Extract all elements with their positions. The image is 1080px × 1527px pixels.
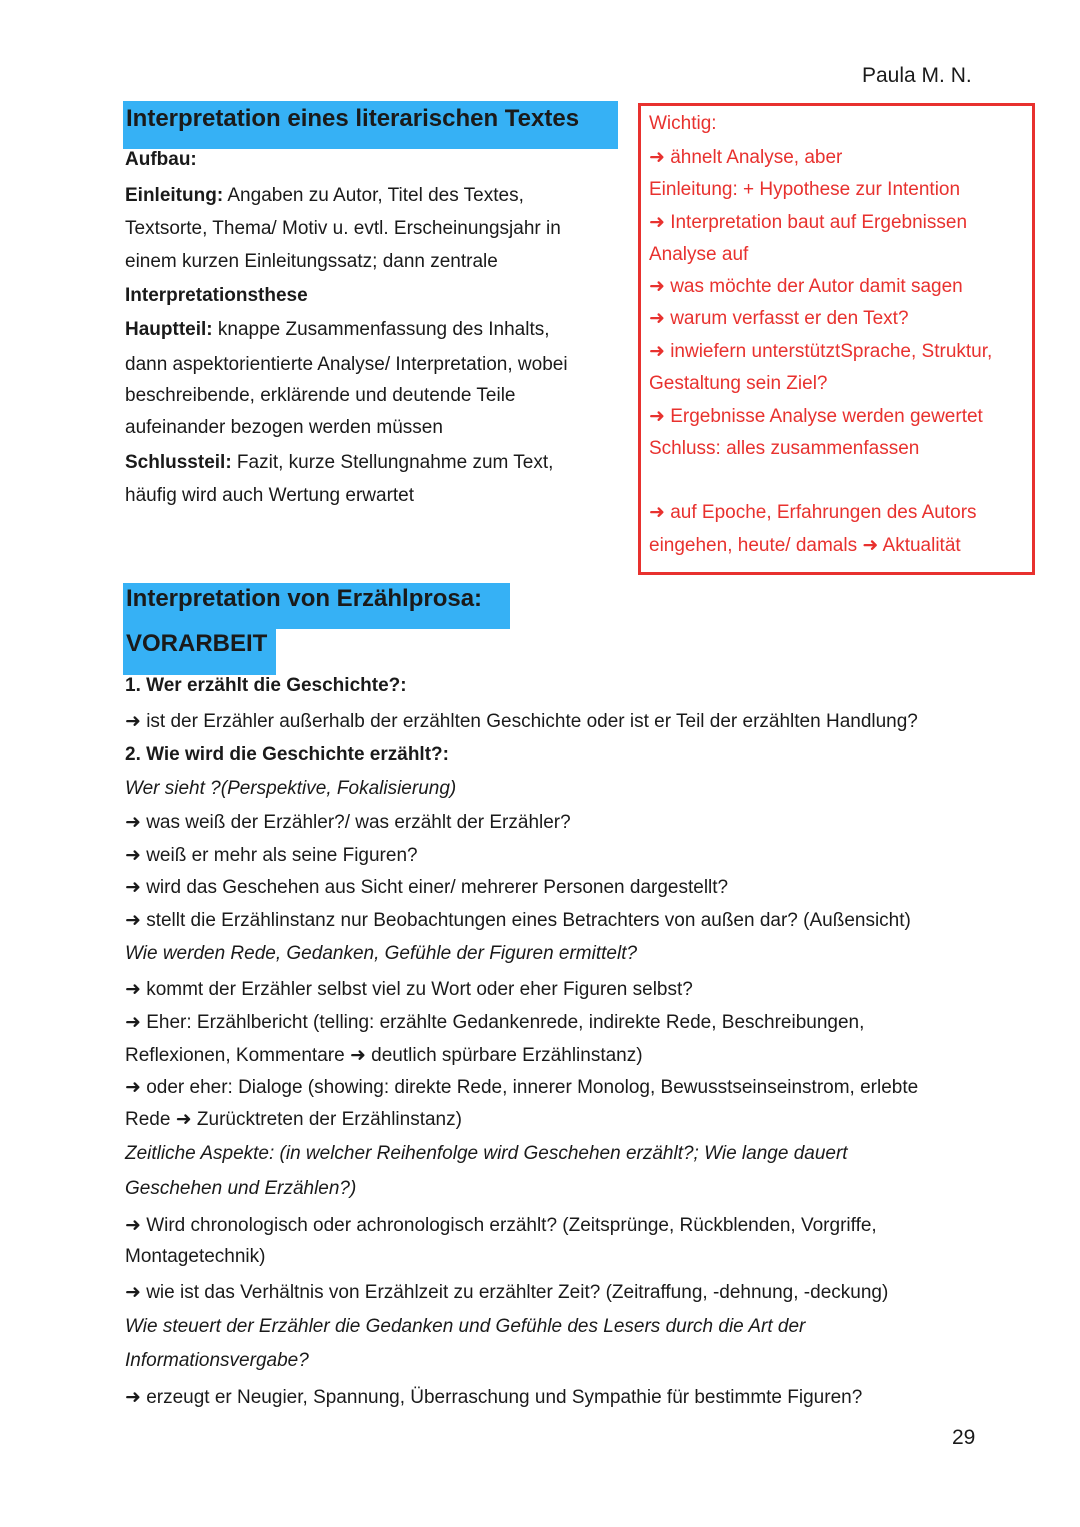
section1-title: Interpretation eines literarischen Textes bbox=[126, 105, 580, 132]
body-line: ➜ ist der Erzähler außerhalb der erzählten Geschichte oder ist er Teil der erzählten Handlung? bbox=[125, 711, 918, 732]
note-line: ➜ Interpretation baut auf Ergebnissen bbox=[649, 212, 968, 233]
body-line: ➜ wird das Geschehen aus Sicht einer/ mehrerer Personen dargestellt? bbox=[125, 877, 729, 898]
section1-heading bbox=[123, 101, 618, 149]
hauptteil-label: Hauptteil: bbox=[125, 319, 213, 340]
einleitung-text-1: Angaben zu Autor, Titel des Textes, bbox=[223, 185, 524, 206]
subheading-italic: Wer sieht ?(Perspektive, Fokalisierung) bbox=[125, 778, 457, 799]
body-line: Montagetechnik) bbox=[125, 1246, 266, 1267]
subheading-italic: Informationsvergabe? bbox=[125, 1350, 309, 1371]
question-1: 1. Wer erzählt die Geschichte?: bbox=[125, 675, 407, 696]
schluss-line-1 bbox=[125, 452, 553, 474]
body-line: ➜ erzeugt er Neugier, Spannung, Überraschung und Sympathie für bestimmte Figuren? bbox=[125, 1387, 863, 1408]
body-line: ➜ Eher: Erzählbericht (telling: erzählte Gedankenrede, indirekte Rede, Beschreibungen, bbox=[125, 1012, 865, 1033]
body-line: Reflexionen, Kommentare ➜ deutlich spürbare Erzählinstanz) bbox=[125, 1045, 643, 1066]
einleitung-line-2: Textsorte, Thema/ Motiv u. evtl. Erscheinungsjahr in bbox=[125, 218, 561, 239]
note-line: eingehen, heute/ damals ➜ Aktualität bbox=[649, 535, 961, 556]
page-number: 29 bbox=[952, 1426, 976, 1449]
hauptteil-line-3: beschreibende, erklärende und deutende Teile bbox=[125, 385, 516, 406]
note-line: Gestaltung sein Ziel? bbox=[649, 373, 828, 394]
subheading-italic: Geschehen und Erzählen?) bbox=[125, 1178, 357, 1199]
body-line: ➜ was weiß der Erzähler?/ was erzählt der Erzähler? bbox=[125, 812, 571, 833]
schluss-text-1: Fazit, kurze Stellungnahme zum Text, bbox=[231, 452, 554, 473]
section2-subtitle: VORARBEIT bbox=[126, 630, 268, 657]
subheading-italic: Wie werden Rede, Gedanken, Gefühle der Figuren ermittelt? bbox=[125, 943, 638, 964]
subheading-italic: Zeitliche Aspekte: (in welcher Reihenfolge wird Geschehen erzählt?; Wie lange dauert bbox=[125, 1143, 848, 1164]
note-line: ➜ Ergebnisse Analyse werden gewertet bbox=[649, 406, 983, 427]
section2-subheading bbox=[123, 629, 276, 675]
body-line: ➜ Wird chronologisch oder achronologisch erzählt? (Zeitsprünge, Rückblenden, Vorgriffe, bbox=[125, 1215, 877, 1236]
hauptteil-line-1 bbox=[125, 319, 550, 341]
note-line: Einleitung: + Hypothese zur Intention bbox=[649, 179, 961, 200]
body-line: Rede ➜ Zurücktreten der Erzählinstanz) bbox=[125, 1109, 462, 1130]
body-line: ➜ kommt der Erzähler selbst viel zu Wort oder eher Figuren selbst? bbox=[125, 979, 693, 1000]
section2-title: Interpretation von Erzählprosa: bbox=[126, 585, 483, 612]
subheading-italic: Wie steuert der Erzähler die Gedanken und Gefühle des Lesers durch die Art der bbox=[125, 1316, 806, 1337]
note-line: ➜ auf Epoche, Erfahrungen des Autors bbox=[649, 502, 977, 523]
schluss-label: Schlussteil: bbox=[125, 452, 232, 473]
aufbau-label: Aufbau: bbox=[125, 149, 197, 170]
hauptteil-line-4: aufeinander bezogen werden müssen bbox=[125, 417, 443, 438]
note-line: Wichtig: bbox=[649, 113, 717, 134]
author-name: Paula M. N. bbox=[862, 64, 972, 87]
schluss-line-2: häufig wird auch Wertung erwartet bbox=[125, 485, 415, 506]
body-line: ➜ stellt die Erzählinstanz nur Beobachtungen eines Betrachters von außen dar? (Außensicht) bbox=[125, 910, 911, 931]
einleitung-line-1 bbox=[125, 185, 524, 207]
note-line: ➜ was möchte der Autor damit sagen bbox=[649, 276, 963, 297]
note-line: ➜ ähnelt Analyse, aber bbox=[649, 147, 843, 168]
body-line: ➜ weiß er mehr als seine Figuren? bbox=[125, 845, 418, 866]
note-line: Schluss: alles zusammenfassen bbox=[649, 438, 920, 459]
note-line: ➜ inwiefern unterstütztSprache, Struktur, bbox=[649, 341, 993, 362]
einleitung-label: Einleitung: bbox=[125, 185, 224, 206]
question-2: 2. Wie wird die Geschichte erzählt?: bbox=[125, 744, 449, 765]
section2-heading bbox=[123, 583, 510, 629]
note-line: ➜ warum verfasst er den Text? bbox=[649, 308, 909, 329]
body-line: ➜ oder eher: Dialoge (showing: direkte Rede, innerer Monolog, Bewusstseinseinstrom, erlebte bbox=[125, 1077, 919, 1098]
body-line: ➜ wie ist das Verhältnis von Erzählzeit zu erzählter Zeit? (Zeitraffung, -dehnung, -deckung) bbox=[125, 1282, 889, 1303]
interpretationsthese-label: Interpretationsthese bbox=[125, 285, 308, 306]
hauptteil-line-2: dann aspektorientierte Analyse/ Interpretation, wobei bbox=[125, 354, 568, 375]
note-line: Analyse auf bbox=[649, 244, 749, 265]
hauptteil-text-1: knappe Zusammenfassung des Inhalts, bbox=[212, 319, 550, 340]
einleitung-line-3: einem kurzen Einleitungssatz; dann zentrale bbox=[125, 251, 498, 272]
